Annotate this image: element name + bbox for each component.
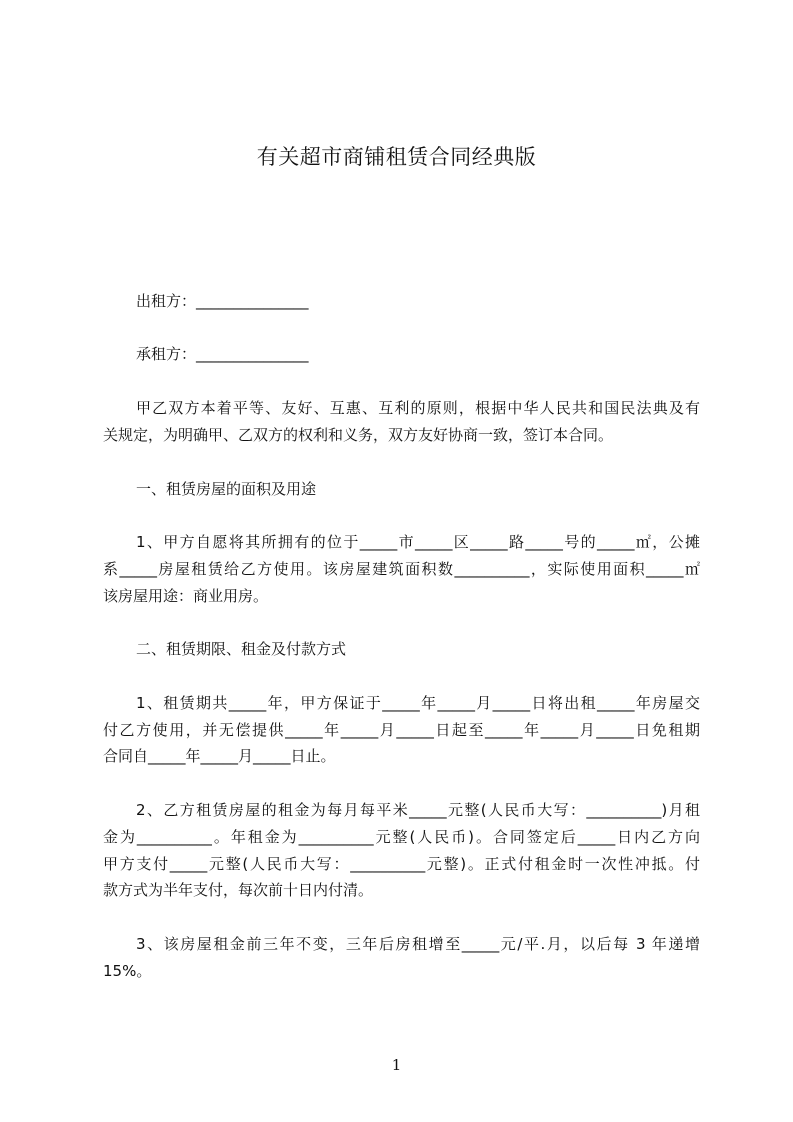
- intro-line-2: 关规定，为明确甲、乙双方的权利和义务，双方友好协商一致，签订本合同。: [103, 426, 614, 444]
- section-2-clause-1-line-1: 1、租赁期共_____年，甲方保证于_____年_____月_____日将出租_____年房屋交: [136, 694, 700, 712]
- section-2-heading: 二、租赁期限、租金及付款方式: [136, 640, 347, 658]
- section-2-clause-1-line-2: 付乙方使用，并无偿提供_____年_____月_____日起至_____年_____月_____日免租期: [103, 721, 700, 739]
- section-1-clause-1-line-1: 1、甲方自愿将其所拥有的位于_____市_____区_____路_____号的_____㎡，公摊: [136, 533, 700, 551]
- section-1-heading: 一、租赁房屋的面积及用途: [136, 480, 317, 498]
- intro-line-1: 甲乙双方本着平等、友好、互惠、互利的原则，根据中华人民共和国民法典及有: [136, 399, 700, 417]
- section-1-clause-1-line-2: 系_____房屋租赁给乙方使用。该房屋建筑面积数__________，实际使用面积_____㎡: [103, 560, 700, 578]
- section-2-clause-2-line-2: 金为__________。年租金为__________元整(人民币)。合同签定后_____日内乙方向: [103, 828, 700, 846]
- page-number: 1: [391, 1056, 402, 1074]
- section-2-clause-1-line-3: 合同自_____年_____月_____日止。: [103, 747, 336, 765]
- lessor-line: 出租方：_______________: [136, 292, 309, 310]
- section-2-clause-2-line-1: 2、乙方租赁房屋的租金为每月每平米_____元整(人民币大写：__________)月租: [136, 801, 700, 819]
- section-2-clause-3-line-1: 3、该房屋租金前三年不变，三年后房租增至_____元/平.月，以后每 3 年递增: [136, 935, 700, 953]
- section-1-clause-1-line-3: 该房屋用途：商业用房。: [103, 587, 269, 605]
- section-2-clause-2-line-3: 甲方支付_____元整(人民币大写：__________元整)。正式付租金时一次性冲抵。付: [103, 855, 700, 873]
- section-2-clause-3-line-2: 15%。: [103, 962, 152, 980]
- section-2-clause-2-line-4: 款方式为半年支付，每次前十日内付清。: [103, 881, 374, 899]
- lessee-line: 承租方：_______________: [136, 345, 309, 363]
- document-title: 有关超市商铺租赁合同经典版: [256, 145, 537, 169]
